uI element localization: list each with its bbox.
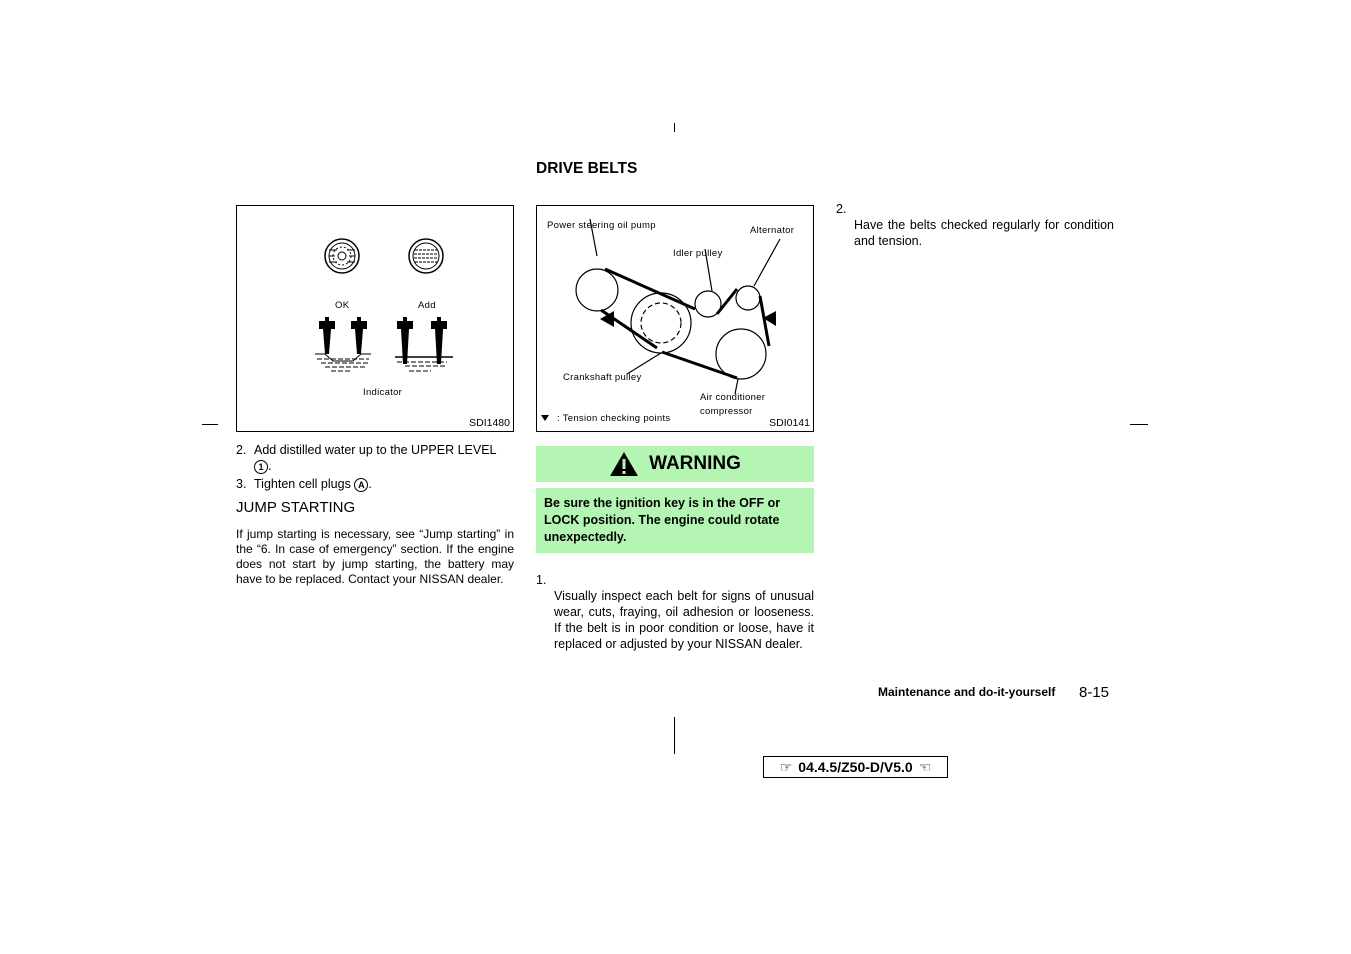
- idler-pulley-label: Idler pulley: [673, 248, 723, 259]
- step-1-inspect-belts: [536, 572, 814, 651]
- pointing-right-hand-icon: ☞: [779, 758, 793, 775]
- crop-mark: [674, 123, 675, 132]
- warning-triangle-icon: [609, 451, 639, 477]
- drive-belt-figure: [536, 205, 814, 432]
- indicator-label: Indicator: [363, 387, 403, 398]
- period: .: [368, 477, 372, 491]
- drive-belts-heading: DRIVE BELTS: [536, 160, 638, 177]
- step-number: 2.: [236, 443, 247, 457]
- step-number: 2.: [836, 202, 847, 216]
- power-steering-label: Power steering oil pump: [547, 220, 656, 231]
- figure-id: SDI0141: [769, 417, 810, 429]
- warning-text: Be sure the ignition key is in the OFF or LOCK position. The engine could rotate unexpectedly.: [536, 488, 814, 553]
- step-number: 1.: [536, 573, 547, 587]
- crop-mark: [1130, 424, 1148, 425]
- ac-label-2: compressor: [700, 406, 753, 417]
- section-title: Maintenance and do-it-yourself: [878, 685, 1056, 699]
- step-text-body: Tighten cell plugs: [254, 477, 351, 491]
- step-text: [254, 442, 514, 474]
- jump-starting-text: If jump starting is necessary, see “Jump starting” in the “6. In case of emergency” section. If the engine does not start by jump starting, the battery may have to be replaced. Contact your NISSAN dealer.: [236, 527, 514, 586]
- pointing-left-hand-icon: ☜: [918, 758, 932, 775]
- period: .: [268, 459, 272, 473]
- version-box: [763, 756, 948, 778]
- step-text: [254, 476, 372, 492]
- belt-diagram: [537, 206, 813, 431]
- jump-starting-heading: JUMP STARTING: [236, 499, 356, 516]
- step-2-check-belts: [836, 201, 1114, 248]
- step-2-add-water: [236, 442, 514, 473]
- version-code: 04.4.5/Z50-D/V5.0: [798, 759, 913, 775]
- crop-mark: [202, 424, 218, 425]
- crankshaft-label: Crankshaft pulley: [563, 372, 642, 383]
- step-text: Visually inspect each belt for signs of unusual wear, cuts, fraying, oil adhesion or looseness. If the belt is in poor condition or loose, have it replaced or adjusted by your NISSAN dealer.: [554, 589, 814, 651]
- page-number: 8-15: [1079, 684, 1110, 701]
- crop-mark: [674, 717, 675, 754]
- alternator-label: Alternator: [750, 225, 795, 236]
- step-number: 3.: [236, 477, 247, 491]
- legend-text: : Tension checking points: [557, 413, 671, 424]
- warning-header: [536, 446, 814, 482]
- step-3-tighten-plugs: [236, 476, 514, 492]
- ref-circle-a: A: [354, 478, 368, 492]
- ok-label: OK: [335, 300, 350, 311]
- ac-label: Air conditioner: [700, 392, 766, 403]
- step-text-body: Add distilled water up to the UPPER LEVEL: [254, 443, 497, 457]
- figure-id: SDI1480: [469, 417, 510, 429]
- warning-title: WARNING: [649, 453, 741, 474]
- battery-indicator-figure: [236, 205, 514, 432]
- add-label: Add: [418, 300, 436, 311]
- step-text: Have the belts checked regularly for condition and tension.: [854, 218, 1114, 248]
- ref-circle-1: 1: [254, 460, 268, 474]
